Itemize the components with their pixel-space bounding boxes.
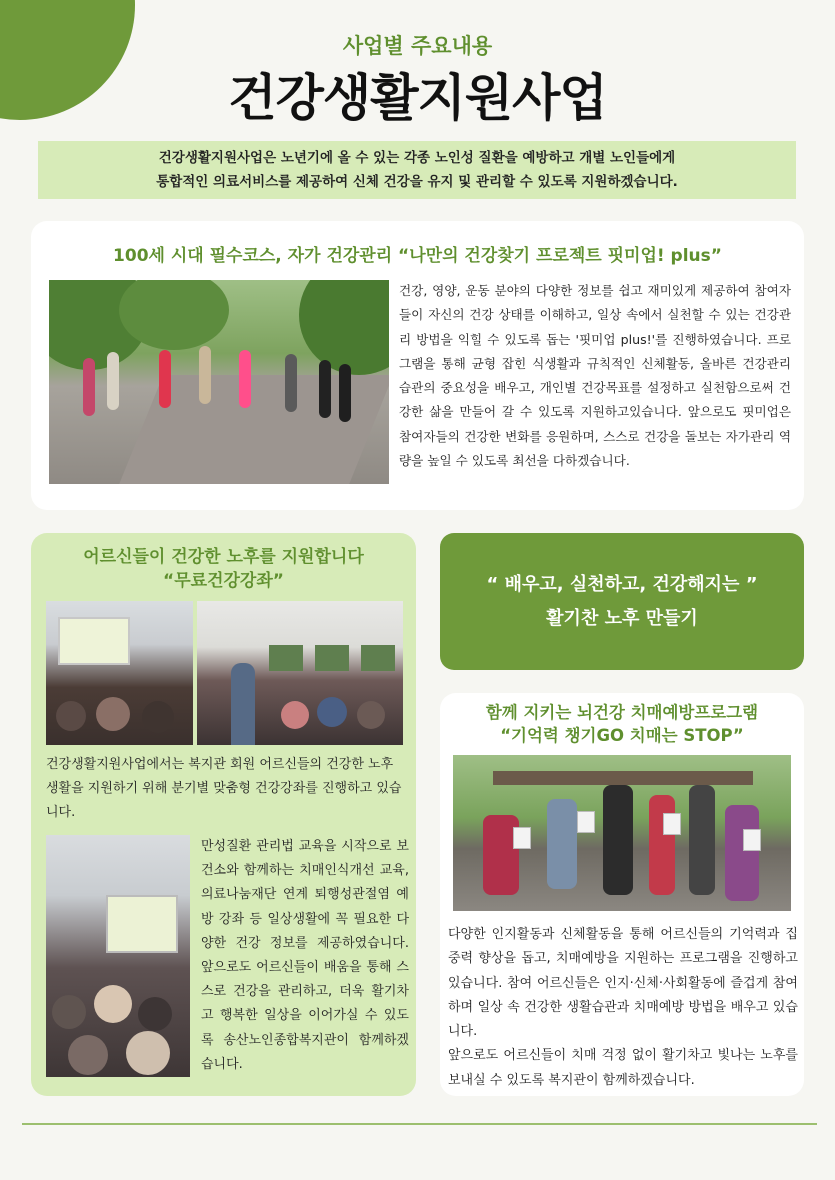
slogan-line-1: “ 배우고, 실천하고, 건강해지는 ” (486, 573, 758, 595)
dementia-heading (440, 701, 804, 747)
intro-line-2: 통합적인 의료서비스를 제공하여 신체 건강을 유지 및 관리할 수 있도록 지원하겠습니다. (156, 174, 678, 190)
intro-line-1: 건강생활지원사업은 노년기에 올 수 있는 각종 노인성 질환을 예방하고 개별 노인들에게 (158, 150, 676, 166)
walking-exercise-photo (49, 280, 389, 484)
fitmeup-card (31, 221, 804, 510)
health-lecture-heading (31, 545, 416, 593)
footer-divider (22, 1123, 817, 1125)
fitmeup-description: 건강, 영양, 운동 분야의 다양한 정보를 쉽고 재미있게 제공하여 참여자들이 자신의 건강 상태를 이해하고, 일상 속에서 실천할 수 있는 건강관리 방법을 익힐 수 있도록 돕는 '핏미업 plus!'를 진행하였습니다. 프로그램을 통해 균형 잡힌 식생활과 규칙적인 신체활동, 올바른 건강관리 습관의 중요성을 배우고, 개인별 건강목표를 설정하고 실천함으로써 건강한 삶을 만들어 갈 수 있도록 지원하고있습니다. 앞으로도 핏미업은 참여자들의 건강한 변화를 응원하며, 스스로 건강을 돌보는 자가관리 역량을 높일 수 있도록 최선을 다하겠습니다. (399, 283, 791, 469)
dementia-heading-line-2: “기억력 챙기GO 치매는 STOP” (500, 726, 744, 745)
dementia-description-1: 다양한 인지활동과 신체활동을 통해 어르신들의 기억력과 집중력 향상을 돕고, 치매예방을 지원하는 프로그램을 진행하고 있습니다. 참여 어르신들은 인지·신체·사회활동에 즐겁게 참여하며 일상 속 건강한 생활습관과 치매예방 방법을 배우고 있습니다. (448, 927, 798, 1040)
health-lecture-card (31, 533, 416, 1096)
dementia-program-photo (453, 755, 791, 911)
dementia-prevention-card (440, 693, 804, 1096)
health-lecture-description: 건강생활지원사업에서는 복지관 회원 어르신들의 건강한 노후 생활을 지원하기 위해 분기별 맞춤형 건강강좌를 진행하고 있습니다. (46, 757, 402, 820)
dementia-description (448, 923, 798, 1093)
slogan-line-2: 활기찬 노후 만들기 (546, 607, 698, 629)
slogan-banner (440, 533, 804, 670)
page-title: 건강생활지원사업 (228, 69, 607, 127)
health-lecture-detail: 만성질환 관리법 교육을 시작으로 보건소와 함께하는 치매인식개선 교육, 의료나눔재단 연계 퇴행성관절염 예방 강좌 등 일상생활에 꼭 필요한 다양한 건강 정보를 제공하였습니다. 앞으로도 어르신들이 배움을 통해 스스로 건강을 관리하고, 더욱 활기차고 행복한 일상을 이어가실 수 있도록 송산노인종합복지관이 함께하겠습니다. (201, 839, 409, 1072)
dementia-description-2: 앞으로도 어르신들이 치매 걱정 없이 활기차고 빛나는 노후를 보내실 수 있도록 복지관이 함께하겠습니다. (448, 1048, 798, 1088)
dementia-heading-line-1: 함께 지키는 뇌건강 치매예방프로그램 (485, 703, 759, 722)
lecture-photo-1 (46, 601, 193, 745)
lecture-photo-3 (46, 835, 190, 1077)
lecture-photo-2 (197, 601, 403, 745)
health-lecture-heading-line-2: “무료건강강좌” (163, 571, 284, 591)
page-eyebrow: 사업별 주요내용 (342, 34, 493, 58)
health-lecture-heading-line-1: 어르신들이 건강한 노후를 지원합니다 (83, 547, 364, 567)
fitmeup-heading: 100세 시대 필수코스, 자가 건강관리 “나만의 건강찾기 프로젝트 핏미업! plus” (113, 246, 722, 266)
intro-banner (38, 141, 796, 199)
